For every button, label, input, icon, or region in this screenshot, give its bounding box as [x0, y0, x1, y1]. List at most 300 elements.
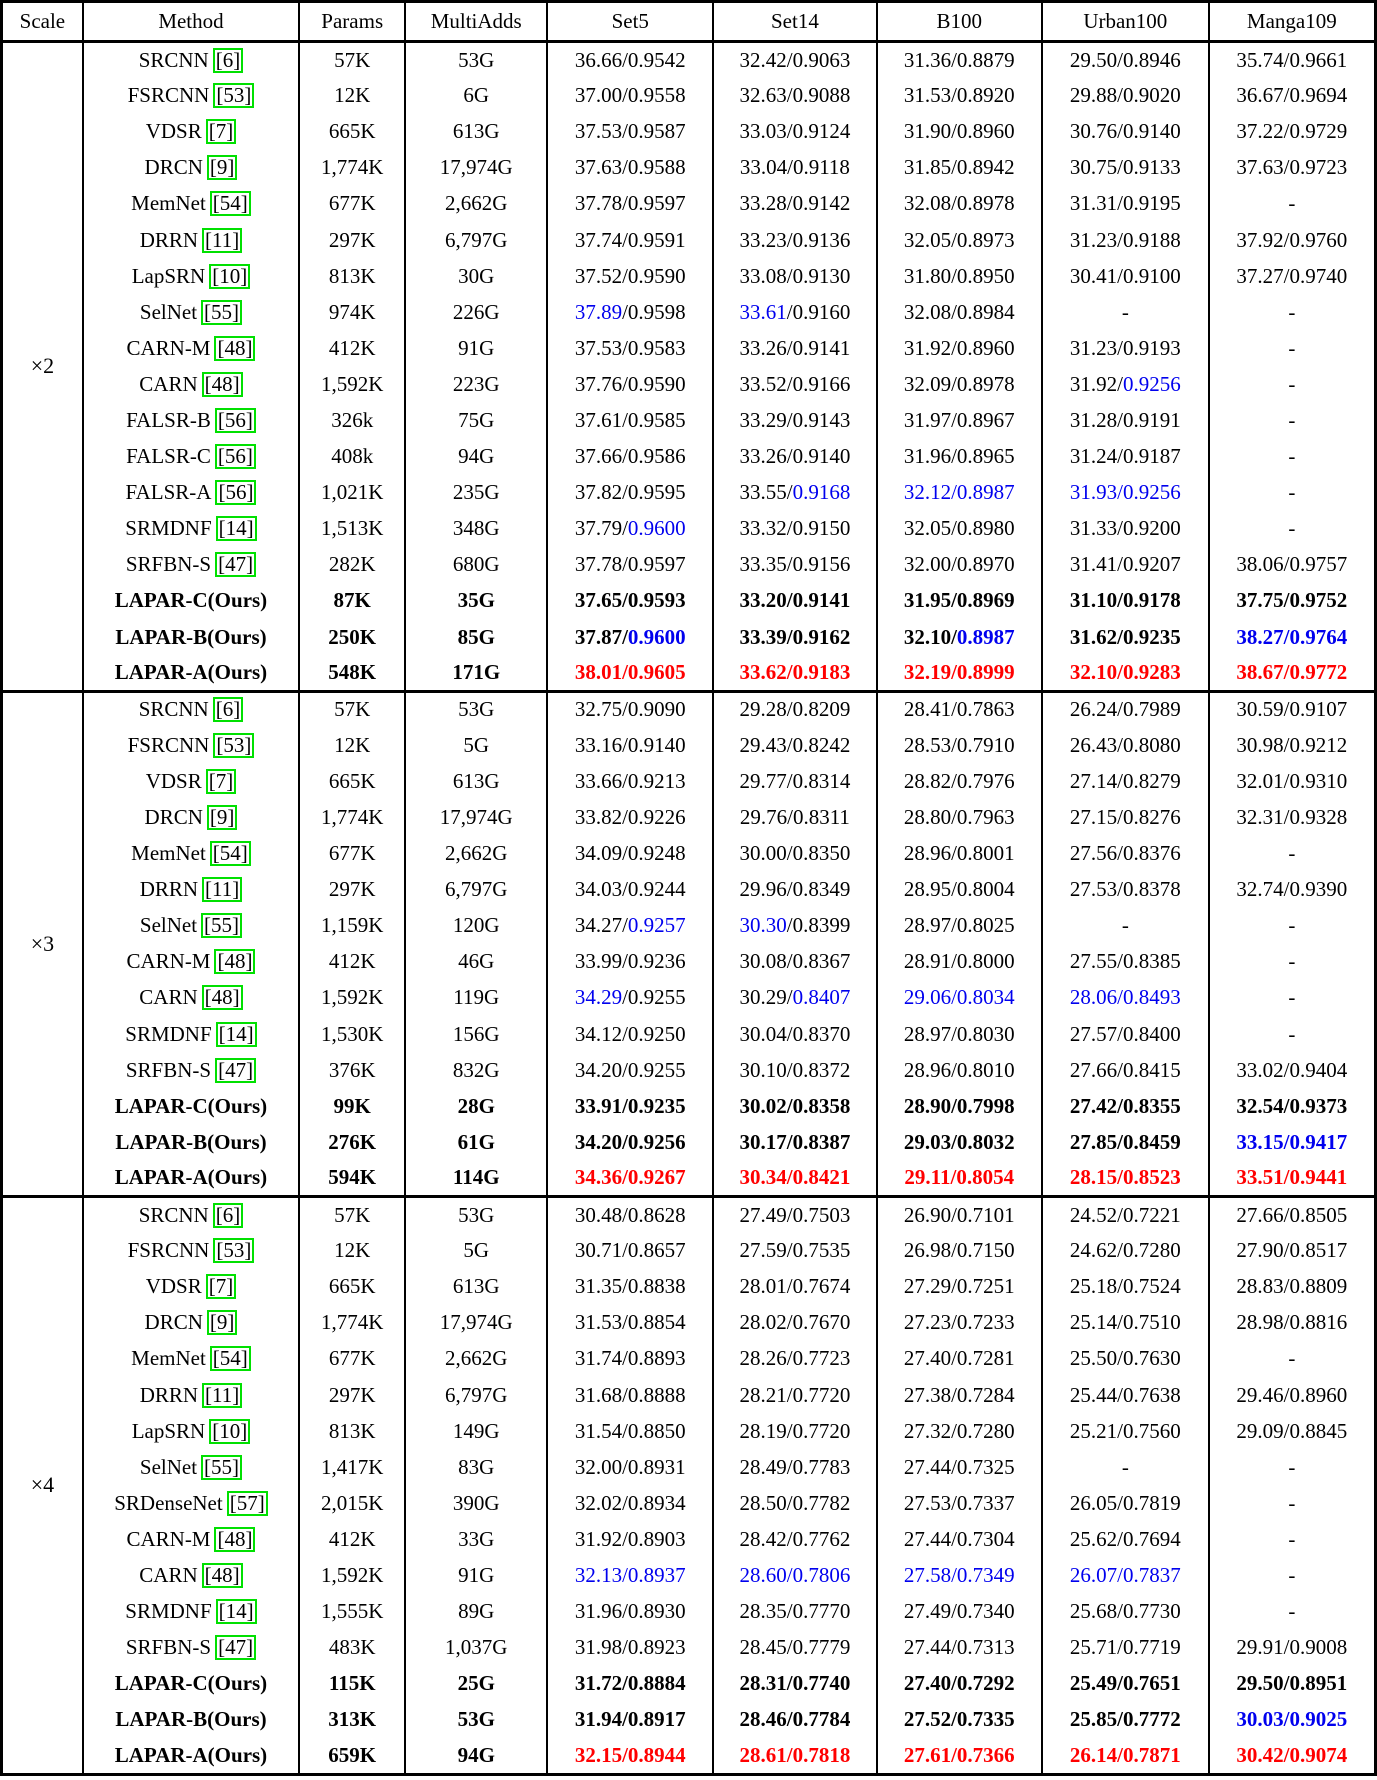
- method-cell: [83, 1305, 299, 1341]
- result-cell-urban100: 31.23/0.9193: [1042, 330, 1209, 366]
- second-best-value: 31.93/0.9256: [1069, 480, 1181, 505]
- result-cell-set14: 33.29/0.9143: [713, 402, 876, 438]
- result-cell-manga109: 33.02/0.9404: [1209, 1052, 1376, 1088]
- table-row: [2, 908, 1376, 944]
- result-cell-manga109: 32.74/0.9390: [1209, 872, 1376, 908]
- method-name: DRRN: [139, 1382, 199, 1407]
- citation-link[interactable]: [55]: [201, 300, 242, 325]
- table-row: [2, 619, 1376, 655]
- result-cell-set14: 33.52/0.9166: [713, 366, 876, 402]
- result-cell-urban100: 25.68/0.7730: [1042, 1594, 1209, 1630]
- citation-link[interactable]: [10]: [209, 1419, 250, 1444]
- multiadds-value: 171G: [405, 655, 547, 691]
- multiadds-value: 832G: [405, 1052, 547, 1088]
- method-name: LAPAR-A(Ours): [114, 1165, 268, 1190]
- params-value: 12K: [299, 78, 405, 114]
- method-name: SRFBN-S: [125, 1635, 212, 1660]
- result-cell-set14: 29.77/0.8314: [713, 763, 876, 799]
- citation-link[interactable]: [54]: [210, 841, 251, 866]
- params-value: 408k: [299, 439, 405, 475]
- method-cell: [83, 1557, 299, 1593]
- table-row: [2, 1702, 1376, 1738]
- result-cell-urban100: 27.56/0.8376: [1042, 836, 1209, 872]
- result-cell-set14: 29.96/0.8349: [713, 872, 876, 908]
- multiadds-value: 17,974G: [405, 1305, 547, 1341]
- params-value: 12K: [299, 727, 405, 763]
- result-cell-set14: 33.39/0.9162: [713, 619, 876, 655]
- table-row: [2, 475, 1376, 511]
- table-row: [2, 547, 1376, 583]
- params-value: 282K: [299, 547, 405, 583]
- second-best-value: 33.61: [739, 299, 787, 324]
- result-cell-urban100: [1042, 366, 1209, 402]
- result-cell-manga109: 29.46/0.8960: [1209, 1377, 1376, 1413]
- method-cell: [83, 836, 299, 872]
- result-cell-b100: 31.97/0.8967: [877, 402, 1042, 438]
- citation-link[interactable]: [14]: [216, 1022, 257, 1047]
- result-cell-manga109: 29.50/0.8951: [1209, 1666, 1376, 1702]
- method-name: FALSR-A: [125, 480, 212, 505]
- second-best-value: 0.8987: [956, 624, 1015, 649]
- result-cell-set14: [713, 1160, 876, 1196]
- result-cell-b100: 28.97/0.8030: [877, 1016, 1042, 1052]
- citation-link[interactable]: [6]: [213, 697, 244, 722]
- result-cell-set5: 31.35/0.8838: [547, 1269, 713, 1305]
- result-cell-set5: 37.52/0.9590: [547, 258, 713, 294]
- no-result-dash: -: [1209, 1016, 1376, 1052]
- citation-link[interactable]: [9]: [207, 805, 238, 830]
- result-cell-set14: 32.63/0.9088: [713, 78, 876, 114]
- citation-link[interactable]: [48]: [214, 949, 255, 974]
- method-name: CARN-M: [126, 1526, 211, 1551]
- no-result-dash: -: [1209, 1521, 1376, 1557]
- citation-link[interactable]: [11]: [202, 1383, 242, 1408]
- method-cell: [83, 186, 299, 222]
- result-cell-b100: 32.09/0.8978: [877, 366, 1042, 402]
- citation-link[interactable]: [47]: [215, 1058, 256, 1083]
- result-cell-set14: 33.23/0.9136: [713, 222, 876, 258]
- result-cell-manga109: [1209, 1124, 1376, 1160]
- second-best-value: 32.13/0.8937: [574, 1562, 686, 1587]
- no-result-dash: -: [1209, 439, 1376, 475]
- multiadds-value: 2,662G: [405, 1341, 547, 1377]
- citation-link[interactable]: [48]: [202, 1563, 243, 1588]
- method-name: SRCNN: [138, 697, 209, 722]
- method-name: SelNet: [139, 299, 198, 324]
- result-cell-set5: 31.92/0.8903: [547, 1521, 713, 1557]
- method-name: FALSR-C: [126, 444, 211, 469]
- params-value: 1,513K: [299, 511, 405, 547]
- result-cell-urban100: 30.41/0.9100: [1042, 258, 1209, 294]
- citation-link[interactable]: [53]: [213, 83, 254, 108]
- result-cell-set14: 32.42/0.9063: [713, 42, 876, 78]
- result-cell-manga109: 37.22/0.9729: [1209, 114, 1376, 150]
- best-value: 32.15/0.8944: [574, 1742, 686, 1767]
- citation-link[interactable]: [6]: [213, 1203, 244, 1228]
- multiadds-value: 83G: [405, 1449, 547, 1485]
- method-cell: [83, 366, 299, 402]
- table-header: [2, 2, 1376, 42]
- method-cell: [83, 1233, 299, 1269]
- multiadds-value: 91G: [405, 330, 547, 366]
- citation-link[interactable]: [47]: [215, 552, 256, 577]
- citation-link[interactable]: [48]: [214, 1527, 255, 1552]
- result-cell-manga109: [1209, 619, 1376, 655]
- result-cell-set14: 28.50/0.7782: [713, 1485, 876, 1521]
- second-best-value: 33.15/0.9417: [1236, 1129, 1348, 1154]
- result-cell-set14: 30.02/0.8358: [713, 1088, 876, 1124]
- best-value: 29.11/0.8054: [904, 1165, 1015, 1190]
- result-cell-urban100: 31.33/0.9200: [1042, 511, 1209, 547]
- multiadds-value: 613G: [405, 763, 547, 799]
- method-name: CARN: [139, 371, 198, 396]
- result-cell-urban100: 25.62/0.7694: [1042, 1521, 1209, 1557]
- citation-link[interactable]: [9]: [207, 1310, 238, 1335]
- result-cell-b100: 28.41/0.7863: [877, 691, 1042, 727]
- result-cell-manga109: 32.54/0.9373: [1209, 1088, 1376, 1124]
- params-value: 115K: [299, 1666, 405, 1702]
- result-cell-b100: 27.40/0.7292: [877, 1666, 1042, 1702]
- result-cell-manga109: [1209, 1160, 1376, 1196]
- citation-link[interactable]: [53]: [213, 733, 254, 758]
- params-value: 974K: [299, 294, 405, 330]
- no-result-dash: -: [1209, 980, 1376, 1016]
- citation-link[interactable]: [57]: [227, 1491, 268, 1516]
- params-value: 659K: [299, 1738, 405, 1774]
- params-value: 57K: [299, 42, 405, 78]
- col-header-scale: Scale: [2, 2, 83, 42]
- no-result-dash: -: [1209, 186, 1376, 222]
- method-name: FSRCNN: [127, 732, 210, 757]
- method-name: SRFBN-S: [125, 552, 212, 577]
- method-cell: [83, 1449, 299, 1485]
- result-cell-set14: [713, 475, 876, 511]
- method-name: SRCNN: [138, 47, 209, 72]
- col-header-urban100: Urban100: [1042, 2, 1209, 42]
- citation-link[interactable]: [14]: [216, 516, 257, 541]
- method-cell: [83, 114, 299, 150]
- method-cell: [83, 439, 299, 475]
- result-cell-b100: 26.98/0.7150: [877, 1233, 1042, 1269]
- method-cell: [83, 1197, 299, 1233]
- citation-link[interactable]: [47]: [215, 1635, 256, 1660]
- col-header-manga109: Manga109: [1209, 2, 1376, 42]
- method-name: SRMDNF: [125, 1021, 212, 1046]
- params-value: 2,015K: [299, 1485, 405, 1521]
- result-cell-urban100: 31.41/0.9207: [1042, 547, 1209, 583]
- result-cell-set14: [713, 655, 876, 691]
- second-best-value: 28.06/0.8493: [1069, 985, 1181, 1010]
- result-cell-urban100: 25.21/0.7560: [1042, 1413, 1209, 1449]
- method-name: LAPAR-B(Ours): [115, 1707, 267, 1732]
- best-value: 30.34/0.8421: [739, 1165, 851, 1190]
- result-cell-urban100: 31.62/0.9235: [1042, 619, 1209, 655]
- citation-link[interactable]: [54]: [210, 1346, 251, 1371]
- result-cell-manga109: [1209, 1702, 1376, 1738]
- table-row: [2, 1160, 1376, 1196]
- table-row: [2, 294, 1376, 330]
- method-cell: [83, 1521, 299, 1557]
- citation-link[interactable]: [10]: [209, 264, 250, 289]
- citation-link[interactable]: [11]: [202, 877, 242, 902]
- result-cell-set14: 33.28/0.9142: [713, 186, 876, 222]
- result-cell-set5: [547, 1557, 713, 1593]
- citation-link[interactable]: [11]: [202, 228, 242, 253]
- citation-link[interactable]: [48]: [202, 985, 243, 1010]
- citation-link[interactable]: [7]: [206, 769, 237, 794]
- result-cell-manga109: 30.98/0.9212: [1209, 727, 1376, 763]
- result-cell-manga109: 28.83/0.8809: [1209, 1269, 1376, 1305]
- result-cell-set14: [713, 1557, 876, 1593]
- method-name: SRDenseNet: [114, 1490, 223, 1515]
- no-result-dash: -: [1209, 475, 1376, 511]
- result-cell-b100: [877, 980, 1042, 1016]
- result-cell-set5: 31.72/0.8884: [547, 1666, 713, 1702]
- method-cell: [83, 150, 299, 186]
- result-cell-set5: 37.66/0.9586: [547, 439, 713, 475]
- result-cell-b100: 28.91/0.8000: [877, 944, 1042, 980]
- result-cell-set14: 29.76/0.8311: [713, 799, 876, 835]
- result-cell-b100: [877, 655, 1042, 691]
- result-cell-manga109: 32.01/0.9310: [1209, 763, 1376, 799]
- result-cell-set14: 27.59/0.7535: [713, 1233, 876, 1269]
- result-cell-set5: 31.94/0.8917: [547, 1702, 713, 1738]
- result-cell-manga109: 35.74/0.9661: [1209, 42, 1376, 78]
- result-cell-set5: 34.09/0.9248: [547, 836, 713, 872]
- result-cell-urban100: 25.49/0.7651: [1042, 1666, 1209, 1702]
- method-cell: [83, 908, 299, 944]
- metric-value: /0.9255: [622, 985, 686, 1010]
- multiadds-value: 390G: [405, 1485, 547, 1521]
- multiadds-value: 17,974G: [405, 150, 547, 186]
- result-cell-b100: 28.96/0.8010: [877, 1052, 1042, 1088]
- method-cell: [83, 1377, 299, 1413]
- params-value: 483K: [299, 1630, 405, 1666]
- result-cell-set14: [713, 980, 876, 1016]
- result-cell-urban100: 24.52/0.7221: [1042, 1197, 1209, 1233]
- citation-link[interactable]: [54]: [210, 191, 251, 216]
- citation-link[interactable]: [55]: [201, 913, 242, 938]
- method-cell: [83, 1088, 299, 1124]
- second-best-value: 38.27/0.9764: [1236, 624, 1348, 649]
- params-value: 665K: [299, 1269, 405, 1305]
- method-cell: [83, 1738, 299, 1774]
- method-name: LapSRN: [131, 1418, 206, 1443]
- result-cell-set5: [547, 1738, 713, 1774]
- params-value: 297K: [299, 872, 405, 908]
- table-row: [2, 1377, 1376, 1413]
- result-cell-b100: 31.36/0.8879: [877, 42, 1042, 78]
- second-best-value: 34.29: [574, 985, 623, 1010]
- best-value: 28.61/0.7818: [739, 1742, 851, 1767]
- citation-link[interactable]: [56]: [215, 444, 256, 469]
- result-cell-b100: 27.38/0.7284: [877, 1377, 1042, 1413]
- result-cell-set14: 30.10/0.8372: [713, 1052, 876, 1088]
- table-row: [2, 980, 1376, 1016]
- result-cell-set14: 28.42/0.7762: [713, 1521, 876, 1557]
- second-best-value: 0.8407: [792, 985, 851, 1010]
- second-best-value: 30.30: [739, 913, 787, 938]
- result-cell-b100: 27.40/0.7281: [877, 1341, 1042, 1377]
- citation-link[interactable]: [56]: [215, 408, 256, 433]
- table-row: [2, 763, 1376, 799]
- citation-link[interactable]: [48]: [214, 336, 255, 361]
- table-row: [2, 872, 1376, 908]
- result-cell-set5: 32.00/0.8931: [547, 1449, 713, 1485]
- method-cell: [83, 655, 299, 691]
- no-result-dash: -: [1209, 511, 1376, 547]
- result-cell-urban100: 29.50/0.8946: [1042, 42, 1209, 78]
- no-result-dash: -: [1209, 1485, 1376, 1521]
- result-cell-manga109: 37.27/0.9740: [1209, 258, 1376, 294]
- table-row: [2, 1557, 1376, 1593]
- multiadds-value: 17,974G: [405, 799, 547, 835]
- metric-value: /0.8399: [786, 913, 851, 938]
- method-name: SRFBN-S: [125, 1057, 212, 1082]
- result-cell-set14: 33.26/0.9140: [713, 439, 876, 475]
- citation-link[interactable]: [7]: [206, 119, 237, 144]
- params-value: 813K: [299, 258, 405, 294]
- multiadds-value: 348G: [405, 511, 547, 547]
- citation-link[interactable]: [48]: [202, 372, 243, 397]
- table-row: [2, 1305, 1376, 1341]
- table-row: [2, 1630, 1376, 1666]
- multiadds-value: 6,797G: [405, 1377, 547, 1413]
- multiadds-value: 120G: [405, 908, 547, 944]
- result-cell-b100: 26.90/0.7101: [877, 1197, 1042, 1233]
- method-name: LAPAR-C(Ours): [114, 1093, 268, 1118]
- method-cell: [83, 294, 299, 330]
- result-cell-manga109: 27.90/0.8517: [1209, 1233, 1376, 1269]
- result-cell-set5: [547, 294, 713, 330]
- table-row: [2, 655, 1376, 691]
- params-value: 1,774K: [299, 1305, 405, 1341]
- method-name: CARN: [139, 985, 198, 1010]
- result-cell-urban100: 31.10/0.9178: [1042, 583, 1209, 619]
- metric-value: /0.9160: [786, 299, 851, 324]
- method-cell: [83, 258, 299, 294]
- method-name: LAPAR-A(Ours): [114, 659, 268, 684]
- no-result-dash: -: [1042, 908, 1209, 944]
- method-name: SRMDNF: [125, 516, 212, 541]
- table-row: [2, 222, 1376, 258]
- result-cell-set14: [713, 1738, 876, 1774]
- result-cell-urban100: 27.14/0.8279: [1042, 763, 1209, 799]
- result-cell-urban100: 29.88/0.9020: [1042, 78, 1209, 114]
- result-cell-set5: 33.91/0.9235: [547, 1088, 713, 1124]
- table-row: [2, 330, 1376, 366]
- result-cell-urban100: [1042, 1738, 1209, 1774]
- params-value: 1,774K: [299, 799, 405, 835]
- table-row: [2, 1738, 1376, 1774]
- method-cell: [83, 583, 299, 619]
- result-cell-set5: 33.66/0.9213: [547, 763, 713, 799]
- table-row: [2, 836, 1376, 872]
- table-row: [2, 1341, 1376, 1377]
- multiadds-value: 223G: [405, 366, 547, 402]
- params-value: 548K: [299, 655, 405, 691]
- metric-value: 34.27/: [574, 913, 628, 938]
- best-value: 33.62/0.9183: [739, 659, 851, 684]
- method-cell: [83, 872, 299, 908]
- citation-link[interactable]: [7]: [206, 1274, 237, 1299]
- result-cell-urban100: 25.44/0.7638: [1042, 1377, 1209, 1413]
- citation-link[interactable]: [56]: [215, 480, 256, 505]
- result-cell-urban100: 24.62/0.7280: [1042, 1233, 1209, 1269]
- multiadds-value: 75G: [405, 402, 547, 438]
- method-name: LAPAR-B(Ours): [115, 1129, 267, 1154]
- result-cell-b100: 32.05/0.8980: [877, 511, 1042, 547]
- citation-link[interactable]: [6]: [213, 48, 244, 73]
- method-cell: [83, 1052, 299, 1088]
- multiadds-value: 53G: [405, 1702, 547, 1738]
- result-cell-set5: 34.12/0.9250: [547, 1016, 713, 1052]
- multiadds-value: 2,662G: [405, 186, 547, 222]
- citation-link[interactable]: [55]: [201, 1455, 242, 1480]
- method-name: DRRN: [139, 227, 199, 252]
- result-cell-set14: 33.08/0.9130: [713, 258, 876, 294]
- method-name: LAPAR-C(Ours): [114, 588, 268, 613]
- method-name: MemNet: [131, 1346, 206, 1371]
- params-value: 313K: [299, 1702, 405, 1738]
- method-cell: [83, 1630, 299, 1666]
- table-body: [2, 42, 1376, 1775]
- result-cell-manga109: 30.59/0.9107: [1209, 691, 1376, 727]
- result-cell-urban100: [1042, 475, 1209, 511]
- result-cell-manga109: 37.63/0.9723: [1209, 150, 1376, 186]
- params-value: 87K: [299, 583, 405, 619]
- multiadds-value: 25G: [405, 1666, 547, 1702]
- method-cell: [83, 799, 299, 835]
- multiadds-value: 94G: [405, 439, 547, 475]
- method-name: DRRN: [139, 877, 199, 902]
- params-value: 665K: [299, 114, 405, 150]
- params-value: 813K: [299, 1413, 405, 1449]
- second-best-value: 32.12/0.8987: [903, 480, 1015, 505]
- result-cell-set5: 37.65/0.9593: [547, 583, 713, 619]
- result-cell-set5: 31.54/0.8850: [547, 1413, 713, 1449]
- result-cell-b100: 31.85/0.8942: [877, 150, 1042, 186]
- result-cell-manga109: 28.98/0.8816: [1209, 1305, 1376, 1341]
- result-cell-b100: 27.44/0.7304: [877, 1521, 1042, 1557]
- result-cell-set14: 28.45/0.7779: [713, 1630, 876, 1666]
- result-cell-set14: 30.08/0.8367: [713, 944, 876, 980]
- no-result-dash: -: [1042, 1449, 1209, 1485]
- citation-link[interactable]: [53]: [213, 1238, 254, 1263]
- citation-link[interactable]: [14]: [216, 1599, 257, 1624]
- result-cell-b100: [877, 1160, 1042, 1196]
- second-best-value: 0.9600: [627, 624, 686, 649]
- result-cell-b100: 27.23/0.7233: [877, 1305, 1042, 1341]
- table-row: [2, 1197, 1376, 1233]
- result-cell-b100: 28.95/0.8004: [877, 872, 1042, 908]
- params-value: 1,159K: [299, 908, 405, 944]
- no-result-dash: -: [1209, 1449, 1376, 1485]
- params-value: 12K: [299, 1233, 405, 1269]
- best-value: 28.15/0.8523: [1069, 1165, 1181, 1190]
- result-cell-set14: 29.28/0.8209: [713, 691, 876, 727]
- result-cell-b100: 31.53/0.8920: [877, 78, 1042, 114]
- result-cell-set5: 37.74/0.9591: [547, 222, 713, 258]
- result-cell-b100: 27.32/0.7280: [877, 1413, 1042, 1449]
- result-cell-urban100: 27.66/0.8415: [1042, 1052, 1209, 1088]
- params-value: 276K: [299, 1124, 405, 1160]
- result-cell-b100: 31.80/0.8950: [877, 258, 1042, 294]
- second-best-value: 29.06/0.8034: [903, 985, 1015, 1010]
- multiadds-value: 235G: [405, 475, 547, 511]
- citation-link[interactable]: [9]: [207, 155, 238, 180]
- params-value: 412K: [299, 330, 405, 366]
